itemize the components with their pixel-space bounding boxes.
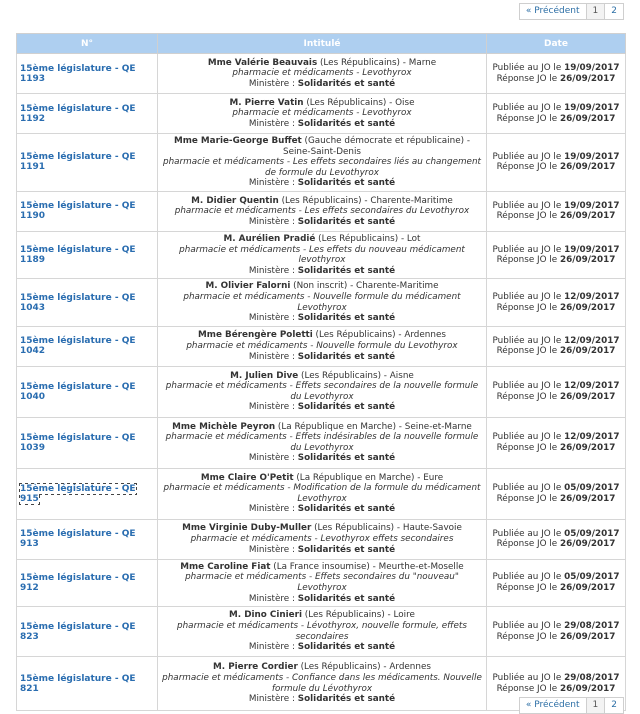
deputy-line (162, 136, 482, 157)
date-cell (487, 468, 626, 519)
theme-label: pharmacie et médicaments (163, 483, 285, 494)
date-cell (487, 279, 626, 326)
deputy-name: M. Pierre Cordier (213, 662, 298, 673)
question-number-link[interactable] (17, 279, 158, 326)
question-title-cell (158, 134, 487, 192)
theme-line (162, 341, 482, 352)
published-date: 12/09/2017 (564, 432, 620, 443)
deputy-group-place: (Les Républicains) - Aisne (298, 370, 414, 381)
answered-line (490, 74, 622, 85)
deputy-group-place: (Les Républicains) - Marne (317, 57, 437, 68)
deputy-group-place: (Non inscrit) - Charente-Maritime (290, 281, 439, 292)
ministry-line (162, 313, 482, 324)
deputy-line (162, 196, 482, 207)
question-number-link[interactable] (17, 326, 158, 366)
ministry-prefix: Ministère : (248, 504, 298, 515)
published-prefix: Publiée au JO le (492, 151, 565, 162)
published-line (490, 572, 622, 583)
subject-label: - Les effets secondaires du Levothyrox (295, 206, 470, 217)
question-link-text[interactable]: 15ème législature - QE 915 (20, 483, 136, 504)
ministry-line (162, 266, 482, 277)
question-number-link[interactable] (17, 134, 158, 192)
answered-date: 26/09/2017 (560, 539, 616, 550)
question-number-link[interactable] (17, 559, 158, 606)
ministry-line (162, 694, 482, 705)
theme-label: pharmacie et médicaments (165, 432, 287, 443)
table-row (17, 519, 626, 559)
deputy-name: Mme Bérengère Poletti (198, 330, 313, 341)
ministry-line (162, 352, 482, 363)
theme-label: pharmacie et médicaments (232, 68, 354, 79)
answered-date: 26/09/2017 (560, 493, 616, 504)
theme-line (162, 381, 482, 402)
published-line (490, 63, 622, 74)
answered-line (490, 539, 622, 550)
ministry-name: Solidarités et santé (297, 178, 396, 189)
subject-label: - Effets indésirables de la nouvelle formule du Levothyrox (286, 432, 479, 453)
ministry-prefix: Ministère : (248, 178, 298, 189)
ministry-prefix: Ministère : (248, 265, 298, 276)
table-row (17, 366, 626, 417)
deputy-group-place: (Les Républicains) - Oise (303, 97, 415, 108)
answered-date: 26/09/2017 (560, 442, 616, 453)
theme-label: pharmacie et médicaments (162, 673, 284, 683)
table-header-row (17, 34, 626, 54)
deputy-name: Mme Claire O'Petit (200, 472, 294, 483)
deputy-group-place: (Gauche démocrate et républicaine) - Seine-Saint-Denis (282, 136, 471, 157)
answered-line (490, 494, 622, 505)
answered-date: 26/09/2017 (560, 113, 616, 124)
published-line (490, 201, 622, 212)
ministry-line (162, 594, 482, 605)
ministry-name: Solidarités et santé (297, 265, 396, 276)
page-2-button[interactable]: 2 (604, 3, 624, 20)
answered-prefix: Réponse JO le (496, 302, 561, 313)
published-date: 05/09/2017 (564, 528, 620, 539)
deputy-line (162, 422, 482, 433)
answered-prefix: Réponse JO le (496, 391, 561, 402)
published-line (490, 292, 622, 303)
deputy-line (162, 98, 482, 109)
ministry-prefix: Ministère : (248, 642, 298, 653)
date-cell (487, 607, 626, 657)
question-number-link[interactable] (17, 94, 158, 134)
answered-prefix: Réponse JO le (496, 255, 561, 266)
theme-line (162, 432, 482, 453)
date-cell (487, 54, 626, 94)
theme-label: pharmacie et médicaments (174, 206, 296, 217)
question-title-cell (158, 54, 487, 94)
deputy-line (162, 473, 482, 484)
answered-prefix: Réponse JO le (496, 162, 561, 173)
question-title-cell (158, 191, 487, 231)
published-prefix: Publiée au JO le (492, 62, 565, 73)
ministry-line (162, 402, 482, 413)
answered-date: 26/09/2017 (560, 683, 616, 694)
answered-line (490, 255, 622, 266)
deputy-group-place: (Les Républicains) - Lot (315, 233, 421, 244)
question-title-cell (158, 366, 487, 417)
question-title-cell (158, 657, 487, 711)
question-link-text[interactable]: 15ème législature - QE 912 (20, 572, 136, 593)
deputy-name: M. Dino Cinieri (229, 610, 302, 621)
answered-prefix: Réponse JO le (496, 493, 561, 504)
subject-label: - Levothyrox effets secondaires (311, 533, 454, 544)
deputy-line (162, 281, 482, 292)
date-cell (487, 326, 626, 366)
deputy-name: Mme Valérie Beauvais (207, 57, 318, 68)
answered-date: 26/09/2017 (560, 255, 616, 266)
theme-line (162, 621, 482, 642)
subject-label: - Effets secondaires de la nouvelle formule du Levothyrox (286, 381, 479, 402)
ministry-name: Solidarités et santé (297, 694, 396, 705)
question-title-cell (158, 417, 487, 468)
ministry-name: Solidarités et santé (297, 78, 396, 89)
theme-label: pharmacie et médicaments (185, 572, 307, 583)
answered-date: 26/09/2017 (560, 631, 616, 642)
ministry-prefix: Ministère : (248, 313, 298, 324)
ministry-prefix: Ministère : (248, 216, 298, 227)
answered-line (490, 346, 622, 357)
answered-line (490, 303, 622, 314)
date-cell (487, 231, 626, 278)
theme-label: pharmacie et médicaments (179, 244, 301, 255)
question-number-link[interactable] (17, 54, 158, 94)
ministry-prefix: Ministère : (248, 453, 298, 464)
answered-date: 26/09/2017 (560, 211, 616, 222)
question-link-text[interactable]: 15ème législature - QE 1193 (20, 63, 136, 84)
subject-label: - Lévothyrox, nouvelle formule, effets secondaires (295, 621, 467, 642)
question-number-link[interactable] (17, 417, 158, 468)
date-cell (487, 417, 626, 468)
published-date: 19/09/2017 (564, 62, 620, 73)
table-row (17, 326, 626, 366)
table-row (17, 559, 626, 606)
published-line (490, 483, 622, 494)
answered-prefix: Réponse JO le (496, 346, 561, 357)
table-row (17, 94, 626, 134)
answered-date: 26/09/2017 (560, 162, 616, 173)
pagination-bottom (520, 697, 624, 714)
ministry-name: Solidarités et santé (297, 593, 396, 604)
question-link-text[interactable]: 15ème législature - QE 1039 (20, 432, 136, 453)
published-line (490, 245, 622, 256)
answered-prefix: Réponse JO le (496, 683, 561, 694)
published-line (490, 336, 622, 347)
published-date: 19/09/2017 (564, 151, 620, 162)
answered-line (490, 443, 622, 454)
published-date: 29/08/2017 (564, 673, 620, 683)
answered-line (490, 162, 622, 173)
theme-line (162, 572, 482, 593)
answered-line (490, 583, 622, 594)
col-header-title[interactable]: Intitulé (158, 34, 487, 54)
theme-line (162, 245, 482, 266)
question-title-cell (158, 231, 487, 278)
theme-line (162, 68, 482, 79)
ministry-line (162, 545, 482, 556)
ministry-line (162, 217, 482, 228)
ministry-name: Solidarités et santé (297, 642, 396, 653)
deputy-group-place: (Les Républicains) - Ardennes (312, 330, 446, 341)
answered-date: 26/09/2017 (560, 582, 616, 593)
deputy-group-place: (Les Républicains) - Loire (301, 610, 415, 621)
ministry-line (162, 178, 482, 189)
ministry-prefix: Ministère : (248, 402, 298, 413)
published-line (490, 529, 622, 540)
theme-line (162, 292, 482, 313)
page-1-button[interactable]: 1 (586, 3, 606, 20)
ministry-name: Solidarités et santé (297, 544, 396, 555)
answered-date: 26/09/2017 (560, 346, 616, 357)
question-link-text[interactable]: 15ème législature - QE 913 (20, 529, 136, 550)
question-number-link[interactable] (17, 468, 158, 519)
theme-line (162, 534, 482, 545)
deputy-name: M. Pierre Vatin (229, 97, 304, 108)
answered-prefix: Réponse JO le (496, 631, 561, 642)
published-date: 05/09/2017 (564, 483, 620, 494)
question-link-text[interactable]: 15ème législature - QE 1190 (20, 201, 136, 222)
question-title-cell (158, 607, 487, 657)
published-prefix: Publiée au JO le (492, 381, 565, 392)
question-number-link[interactable] (17, 366, 158, 417)
deputy-line (162, 610, 482, 621)
published-date: 19/09/2017 (564, 102, 620, 113)
published-line (490, 432, 622, 443)
subject-label: - Modification de la formule du médicament Levothyrox (284, 483, 481, 504)
subject-label: - Levothyrox (353, 108, 412, 119)
deputy-line (162, 371, 482, 382)
theme-line (162, 206, 482, 217)
deputy-line (162, 523, 482, 534)
published-prefix: Publiée au JO le (492, 572, 565, 583)
question-title-cell (158, 94, 487, 134)
deputy-name: M. Olivier Falorni (205, 281, 291, 292)
question-title-cell (158, 326, 487, 366)
deputy-group-place: (La République en Marche) - Eure (293, 472, 444, 483)
answered-prefix: Réponse JO le (496, 73, 561, 84)
subject-label: - Nouvelle formule du médicament Levothyrox (297, 291, 461, 313)
published-line (490, 673, 622, 684)
ministry-line (162, 79, 482, 90)
question-link-text[interactable]: 15ème législature - QE 1040 (20, 381, 136, 402)
col-header-date[interactable]: Date (487, 34, 626, 54)
deputy-name: M. Aurélien Pradié (223, 233, 316, 244)
answered-date: 26/09/2017 (560, 73, 616, 84)
published-prefix: Publiée au JO le (492, 291, 565, 302)
question-title-cell (158, 559, 487, 606)
question-link-text[interactable]: 15ème législature - QE 823 (20, 621, 136, 642)
theme-label: pharmacie et médicaments (186, 340, 308, 351)
published-date: 12/09/2017 (564, 291, 620, 302)
ministry-line (162, 119, 482, 130)
deputy-name: M. Didier Quentin (191, 195, 279, 206)
theme-label: pharmacie et médicaments (162, 157, 285, 168)
theme-line (162, 673, 482, 694)
question-link-text[interactable]: 15ème législature - QE 821 (20, 673, 136, 694)
deputy-name: Mme Marie-George Buffet (173, 136, 302, 146)
ministry-prefix: Ministère : (248, 78, 298, 89)
question-link-text[interactable]: 15ème législature - QE 1189 (20, 245, 136, 266)
col-header-num[interactable]: N° (17, 34, 158, 54)
published-prefix: Publiée au JO le (492, 432, 565, 443)
date-cell (487, 559, 626, 606)
ministry-name: Solidarités et santé (297, 351, 396, 362)
ministry-name: Solidarités et santé (297, 453, 396, 464)
theme-label: pharmacie et médicaments (177, 621, 299, 631)
deputy-line (162, 234, 482, 245)
answered-prefix: Réponse JO le (496, 582, 561, 593)
date-cell (487, 519, 626, 559)
subject-label: - Les effets du nouveau médicament levothyrox (298, 244, 465, 266)
published-prefix: Publiée au JO le (492, 673, 565, 683)
question-link-text[interactable]: 15ème législature - QE 1191 (20, 152, 136, 173)
ministry-name: Solidarités et santé (297, 216, 396, 227)
table-row (17, 134, 626, 192)
theme-label: pharmacie et médicaments (165, 381, 287, 392)
date-cell (487, 191, 626, 231)
theme-label: pharmacie et médicaments (232, 108, 354, 119)
ministry-prefix: Ministère : (248, 593, 298, 604)
deputy-name: Mme Virginie Duby-Muller (182, 523, 312, 534)
deputy-group-place: (Les Républicains) - Charente-Maritime (278, 195, 453, 206)
subject-label: - Nouvelle formule du Levothyrox (307, 340, 458, 351)
ministry-line (162, 504, 482, 515)
answered-date: 26/09/2017 (560, 302, 616, 313)
published-prefix: Publiée au JO le (492, 621, 565, 631)
table-row (17, 607, 626, 657)
published-date: 19/09/2017 (564, 244, 620, 255)
table-row (17, 417, 626, 468)
question-number-link[interactable] (17, 191, 158, 231)
deputy-group-place: (Les Républicains) - Ardennes (297, 662, 431, 673)
prev-page-button[interactable]: « Précédent (519, 3, 587, 20)
ministry-prefix: Ministère : (248, 351, 298, 362)
question-number-link[interactable] (17, 657, 158, 711)
question-number-link[interactable] (17, 231, 158, 278)
answered-line (490, 114, 622, 125)
deputy-line (162, 562, 482, 573)
published-line (490, 152, 622, 163)
answered-prefix: Réponse JO le (496, 442, 561, 453)
theme-label: pharmacie et médicaments (183, 291, 305, 302)
date-cell (487, 366, 626, 417)
theme-line (162, 157, 482, 178)
ministry-line (162, 642, 482, 653)
published-date: 19/09/2017 (564, 200, 620, 211)
deputy-group-place: (La France insoumise) - Meurthe-et-Moselle (270, 561, 464, 572)
answered-prefix: Réponse JO le (496, 539, 561, 550)
deputy-name: Mme Caroline Fiat (180, 561, 271, 572)
page-2-button[interactable]: 2 (604, 697, 624, 714)
table-row (17, 231, 626, 278)
published-date: 12/09/2017 (564, 335, 620, 346)
answered-line (490, 632, 622, 643)
ministry-name: Solidarités et santé (297, 402, 396, 413)
ministry-prefix: Ministère : (248, 544, 298, 555)
table-row (17, 54, 626, 94)
ministry-name: Solidarités et santé (297, 504, 396, 515)
prev-page-button[interactable]: « Précédent (519, 697, 587, 714)
ministry-prefix: Ministère : (248, 118, 298, 129)
published-prefix: Publiée au JO le (492, 335, 565, 346)
date-cell (487, 94, 626, 134)
published-prefix: Publiée au JO le (492, 483, 565, 494)
published-line (490, 381, 622, 392)
page-1-button[interactable]: 1 (586, 697, 606, 714)
question-number-link[interactable] (17, 607, 158, 657)
ministry-prefix: Ministère : (248, 694, 298, 705)
answered-line (490, 211, 622, 222)
answered-line (490, 684, 622, 695)
answered-line (490, 392, 622, 403)
theme-line (162, 483, 482, 504)
deputy-line (162, 330, 482, 341)
question-number-link[interactable] (17, 519, 158, 559)
answered-prefix: Réponse JO le (496, 113, 561, 124)
pagination-top (520, 3, 624, 20)
published-date: 05/09/2017 (564, 572, 620, 583)
published-line (490, 103, 622, 114)
deputy-name: M. Julien Dive (230, 370, 299, 381)
date-cell (487, 134, 626, 192)
question-title-cell (158, 468, 487, 519)
published-prefix: Publiée au JO le (492, 528, 565, 539)
published-date: 12/09/2017 (564, 381, 620, 392)
ministry-name: Solidarités et santé (297, 118, 396, 129)
published-prefix: Publiée au JO le (492, 200, 565, 211)
answered-prefix: Réponse JO le (496, 211, 561, 222)
theme-label: pharmacie et médicaments (190, 533, 312, 544)
question-title-cell (158, 279, 487, 326)
subject-label: - Confiance dans les médicaments. Nouvelle formule du Lévothyrox (271, 673, 482, 694)
table-row (17, 279, 626, 326)
table-row (17, 191, 626, 231)
question-link-text[interactable]: 15ème législature - QE 1042 (20, 336, 136, 357)
theme-line (162, 108, 482, 119)
deputy-group-place: (Les Républicains) - Haute-Savoie (311, 523, 462, 534)
published-date: 29/08/2017 (564, 621, 620, 631)
deputy-name: Mme Michèle Peyron (172, 421, 276, 432)
subject-label: - Effets secondaires du "nouveau" Levothyrox (297, 572, 459, 593)
subject-label: - Les effets secondaires liés au changement de formule du Levothyrox (265, 157, 481, 178)
ministry-line (162, 453, 482, 464)
question-title-cell (158, 519, 487, 559)
questions-table (16, 33, 626, 711)
ministry-name: Solidarités et santé (297, 313, 396, 324)
answered-date: 26/09/2017 (560, 391, 616, 402)
deputy-line (162, 58, 482, 69)
subject-label: - Levothyrox (353, 68, 412, 79)
question-link-text[interactable]: 15ème législature - QE 1192 (20, 103, 136, 124)
published-line (490, 621, 622, 632)
published-prefix: Publiée au JO le (492, 102, 565, 113)
deputy-group-place: (La République en Marche) - Seine-et-Marne (275, 421, 472, 432)
published-prefix: Publiée au JO le (492, 244, 565, 255)
deputy-line (162, 662, 482, 673)
question-link-text[interactable]: 15ème législature - QE 1043 (20, 292, 136, 313)
table-row (17, 468, 626, 519)
